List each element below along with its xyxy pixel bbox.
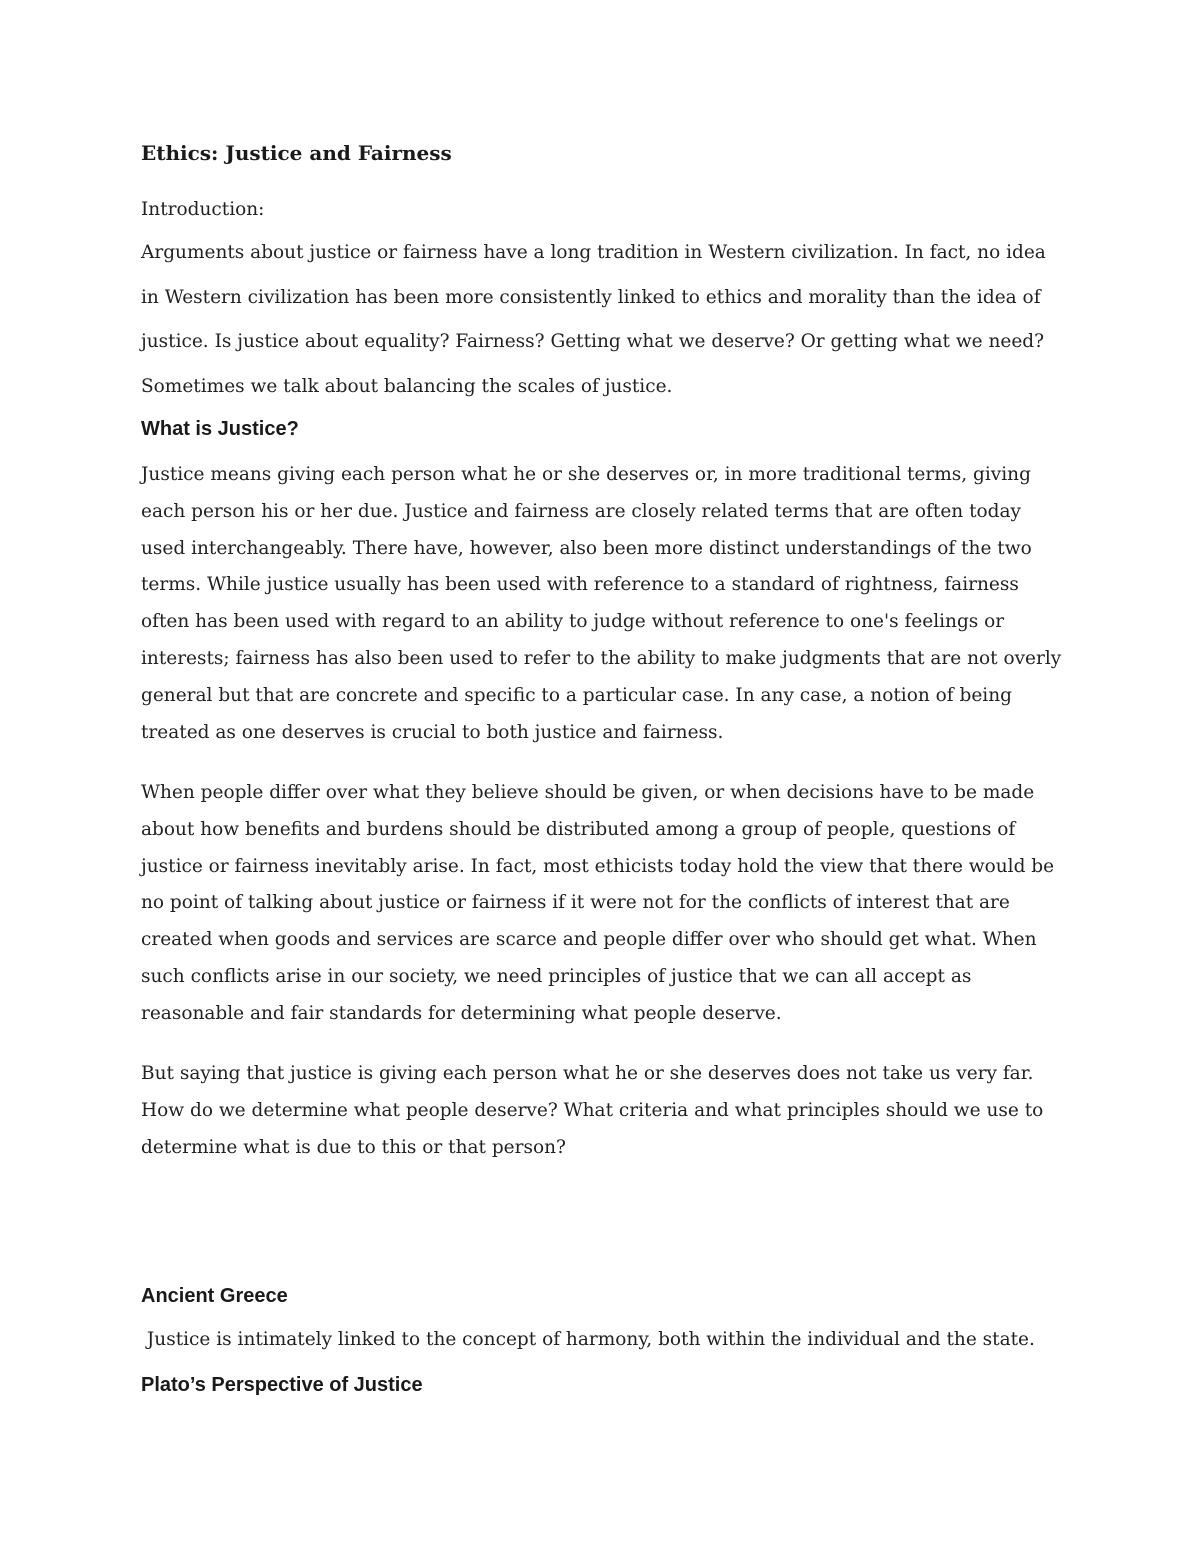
- heading-what-is-justice: What is Justice?: [141, 418, 299, 440]
- ancient-greece-paragraph: Justice is intimately linked to the concept of harmony, both within the individual and the state.: [141, 1329, 1035, 1350]
- intro-label: Introduction:: [141, 199, 265, 220]
- justice-paragraph-2: When people differ over what they believe should be given, or when decisions have to be made about how benefits and burdens should be distributed among a group of people, questions of justice or fairness inevitably arise. In fact, most ethicists today hold the view that there would be no point of talking about justice or fairness if it were not for the conflicts of interest that are created when goods and services are scarce and people differ over who should get what. When such conflicts arise in our society, we need principles of justice that we can all accept as reasonable and fair standards for determining what people deserve.: [141, 782, 1055, 1024]
- heading-plato-perspective: Plato’s Perspective of Justice: [141, 1374, 423, 1396]
- intro-paragraph: Arguments about justice or fairness have a long tradition in Western civilization. In fact, no idea in Western civilization has been more consistently linked to ethics and morality than the idea of justice. Is justice about equality? Fairness? Getting what we deserve? Or getting what we need? Sometimes we talk about balancing the scales of justice.: [141, 242, 1046, 397]
- justice-paragraph-1: Justice means giving each person what he or she deserves or, in more traditional terms, giving each person his or her due. Justice and fairness are closely related terms that are often today used interchangeably. There have, however, also been more distinct understandings of the two terms. While justice usually has been used with reference to a standard of rightness, fairness often has been used with regard to an ability to judge without reference to one's feelings or interests; fairness has also been used to refer to the ability to make judgments that are not overly general but that are concrete and specific to a particular case. In any case, a notion of being treated as one deserves is crucial to both justice and fairness.: [141, 464, 1062, 743]
- document-title: Ethics: Justice and Fairness: [141, 141, 452, 165]
- justice-paragraph-3: But saying that justice is giving each person what he or she deserves does not take us very far. How do we determine what people deserve? What criteria and what principles should we use to determine what is due to this or that person?: [141, 1063, 1044, 1158]
- heading-ancient-greece: Ancient Greece: [141, 1285, 288, 1307]
